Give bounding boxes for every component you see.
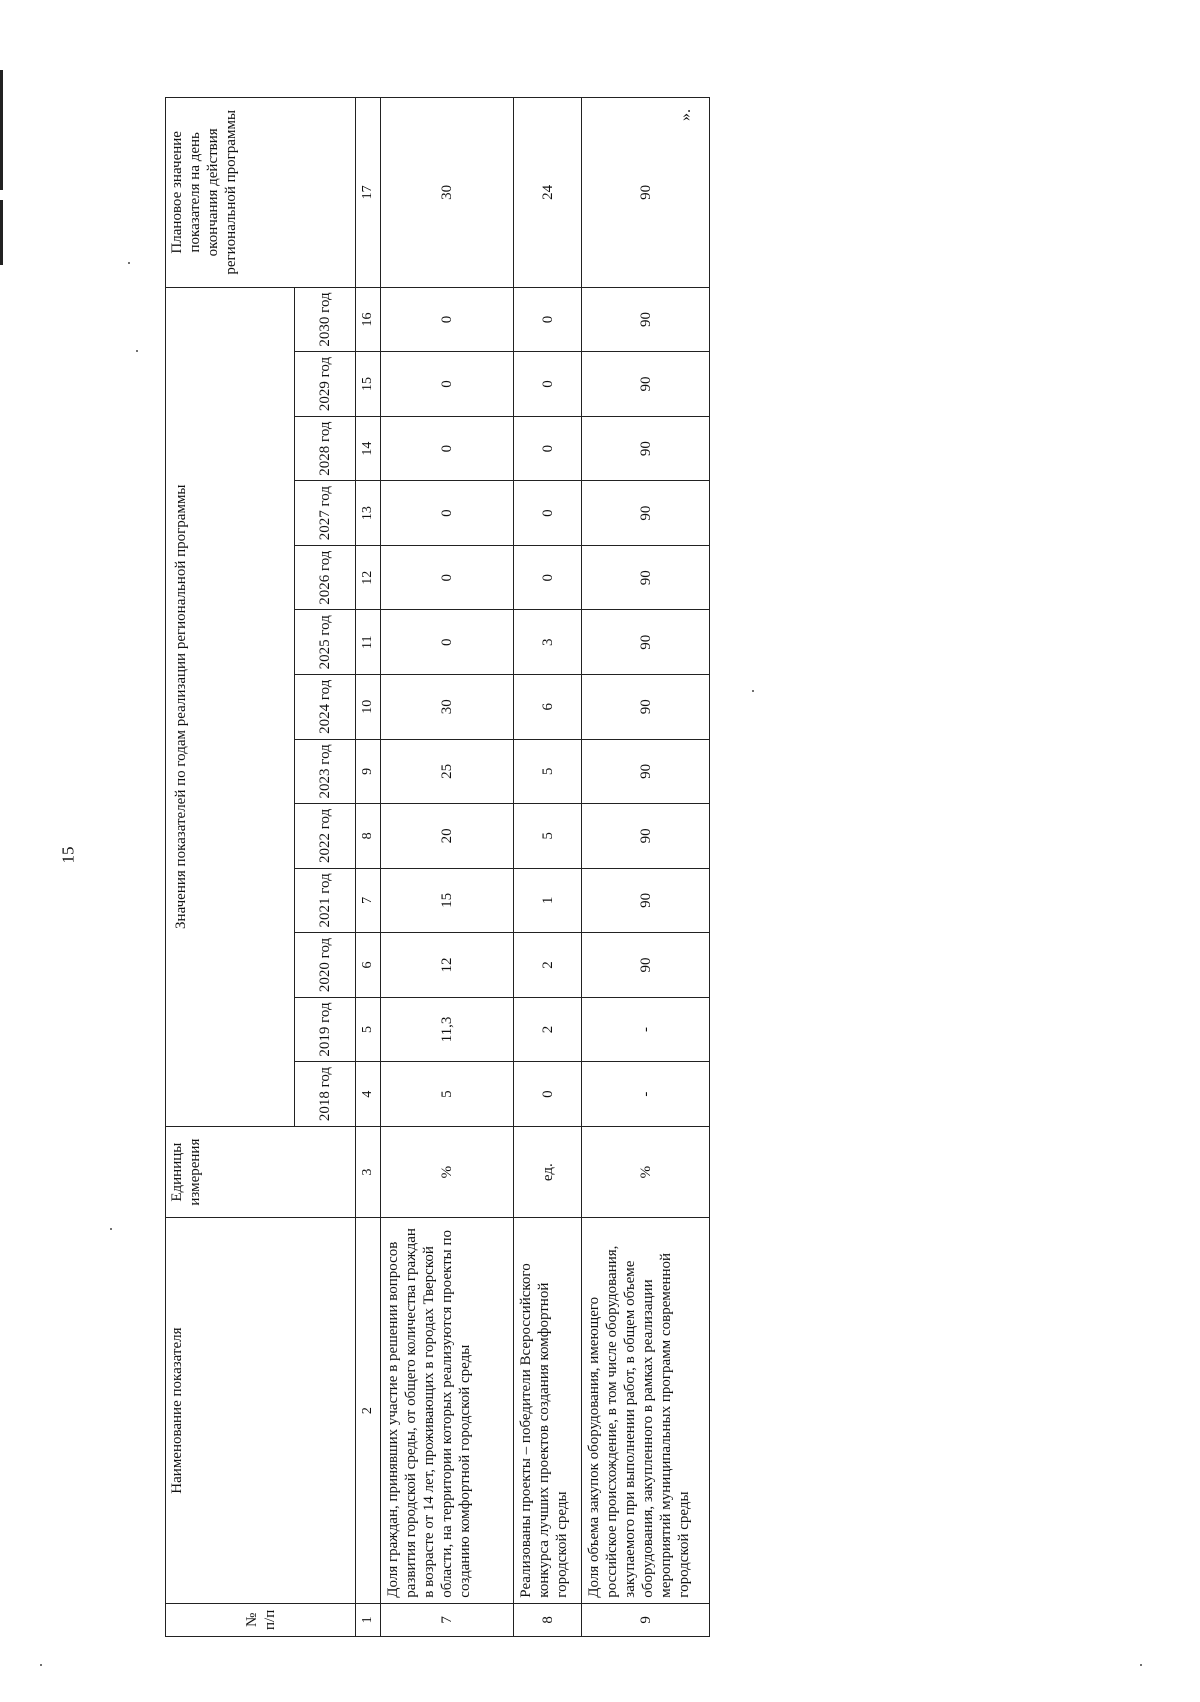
value-cell: 0 — [381, 416, 514, 481]
closing-quote: ». — [677, 109, 694, 121]
planned-value-cell: 24 — [514, 98, 582, 288]
column-number: 14 — [356, 416, 381, 481]
header-year: 2020 год — [295, 933, 356, 998]
planned-value-cell: 90 — [582, 98, 710, 288]
scan-speck — [752, 690, 754, 692]
header-planned: Плановое значение показателя на день окончания действия региональной программы — [166, 98, 356, 288]
header-no: № п/п — [166, 1603, 356, 1636]
value-cell: 0 — [514, 352, 582, 417]
value-cell: 90 — [582, 739, 710, 804]
unit-cell: % — [582, 1126, 710, 1218]
row-number: 8 — [514, 1603, 582, 1636]
column-number: 11 — [356, 610, 381, 675]
header-year: 2021 год — [295, 868, 356, 933]
column-number: 4 — [356, 1062, 381, 1127]
header-year: 2022 год — [295, 804, 356, 869]
value-cell: 6 — [514, 675, 582, 740]
value-cell: 1 — [514, 868, 582, 933]
header-year: 2026 год — [295, 545, 356, 610]
column-number: 3 — [356, 1126, 381, 1218]
table-row — [582, 98, 710, 1637]
value-cell: 90 — [582, 416, 710, 481]
header-year: 2024 год — [295, 675, 356, 740]
scan-speck — [1140, 1664, 1142, 1666]
column-number: 8 — [356, 804, 381, 869]
value-cell: 11,3 — [381, 997, 514, 1062]
column-number: 15 — [356, 352, 381, 417]
table-row — [381, 98, 514, 1637]
column-number: 6 — [356, 933, 381, 998]
value-cell: 3 — [514, 610, 582, 675]
value-cell: 90 — [582, 868, 710, 933]
value-cell: 20 — [381, 804, 514, 869]
value-cell: 2 — [514, 997, 582, 1062]
value-cell: 0 — [514, 481, 582, 546]
value-cell: 90 — [582, 804, 710, 869]
value-cell: 0 — [514, 287, 582, 352]
column-number: 12 — [356, 545, 381, 610]
header-year: 2018 год — [295, 1062, 356, 1127]
header-values-group: Значения показателей по годам реализации региональной программы — [166, 287, 295, 1126]
header-year: 2030 год — [295, 287, 356, 352]
value-cell: 0 — [381, 481, 514, 546]
value-cell: 90 — [582, 481, 710, 546]
value-cell: 0 — [381, 545, 514, 610]
scan-speck — [110, 1228, 112, 1230]
value-cell: 90 — [582, 287, 710, 352]
value-cell: 15 — [381, 868, 514, 933]
value-cell: 0 — [381, 610, 514, 675]
column-number: 10 — [356, 675, 381, 740]
value-cell: - — [582, 997, 710, 1062]
indicator-table-rotated — [165, 97, 692, 1637]
column-number: 5 — [356, 997, 381, 1062]
header-year: 2027 год — [295, 481, 356, 546]
value-cell: 0 — [514, 1062, 582, 1127]
value-cell: - — [582, 1062, 710, 1127]
value-cell: 30 — [381, 675, 514, 740]
value-cell: 0 — [381, 352, 514, 417]
value-cell: 90 — [582, 352, 710, 417]
column-number: 2 — [356, 1218, 381, 1603]
indicator-name: Доля граждан, принявших участие в решении вопросов развития городской среды, от общего количества граждан в возрасте от 14 лет, проживающих в городах Тверской области, на территории которых реализуются проекты по созданию комфортной городской среды — [381, 1218, 514, 1603]
table-row — [514, 98, 582, 1637]
value-cell: 90 — [582, 610, 710, 675]
header-year: 2023 год — [295, 739, 356, 804]
value-cell: 90 — [582, 675, 710, 740]
indicator-table — [165, 97, 710, 1637]
value-cell: 5 — [514, 804, 582, 869]
unit-cell: ед. — [514, 1126, 582, 1218]
value-cell: 0 — [381, 287, 514, 352]
value-cell: 0 — [514, 416, 582, 481]
indicator-name: Реализованы проекты – победители Всероссийского конкурса лучших проектов создания комфортной городской среды — [514, 1218, 582, 1603]
header-unit: Единицы измерения — [166, 1126, 356, 1218]
value-cell: 5 — [381, 1062, 514, 1127]
value-cell: 12 — [381, 933, 514, 998]
column-number-row — [356, 98, 381, 1637]
value-cell: 0 — [514, 545, 582, 610]
indicator-name: Доля объема закупок оборудования, имеющего российское происхождение, в том числе оборудования, закупаемого при выполнении работ, в общем объеме оборудования, закупленного в рамках реализации мероприятий муниципальных программ современной городской среды — [582, 1218, 710, 1603]
header-year: 2025 год — [295, 610, 356, 675]
value-cell: 90 — [582, 933, 710, 998]
column-number: 16 — [356, 287, 381, 352]
header-year: 2019 год — [295, 997, 356, 1062]
value-cell: 25 — [381, 739, 514, 804]
value-cell: 90 — [582, 545, 710, 610]
scan-edge-mark — [0, 70, 3, 190]
unit-cell: % — [381, 1126, 514, 1218]
column-number: 13 — [356, 481, 381, 546]
page-number: 15 — [58, 846, 78, 864]
header-year: 2029 год — [295, 352, 356, 417]
header-year: 2028 год — [295, 416, 356, 481]
scan-speck — [40, 1664, 42, 1666]
scan-speck — [136, 350, 138, 352]
row-number: 7 — [381, 1603, 514, 1636]
scan-edge-mark — [0, 200, 3, 265]
column-number: 17 — [356, 98, 381, 288]
column-number: 9 — [356, 739, 381, 804]
value-cell: 2 — [514, 933, 582, 998]
column-number: 1 — [356, 1603, 381, 1636]
header-name: Наименование показателя — [166, 1218, 356, 1603]
value-cell: 5 — [514, 739, 582, 804]
planned-value-cell: 30 — [381, 98, 514, 288]
column-number: 7 — [356, 868, 381, 933]
scan-speck — [128, 262, 130, 264]
row-number: 9 — [582, 1603, 710, 1636]
